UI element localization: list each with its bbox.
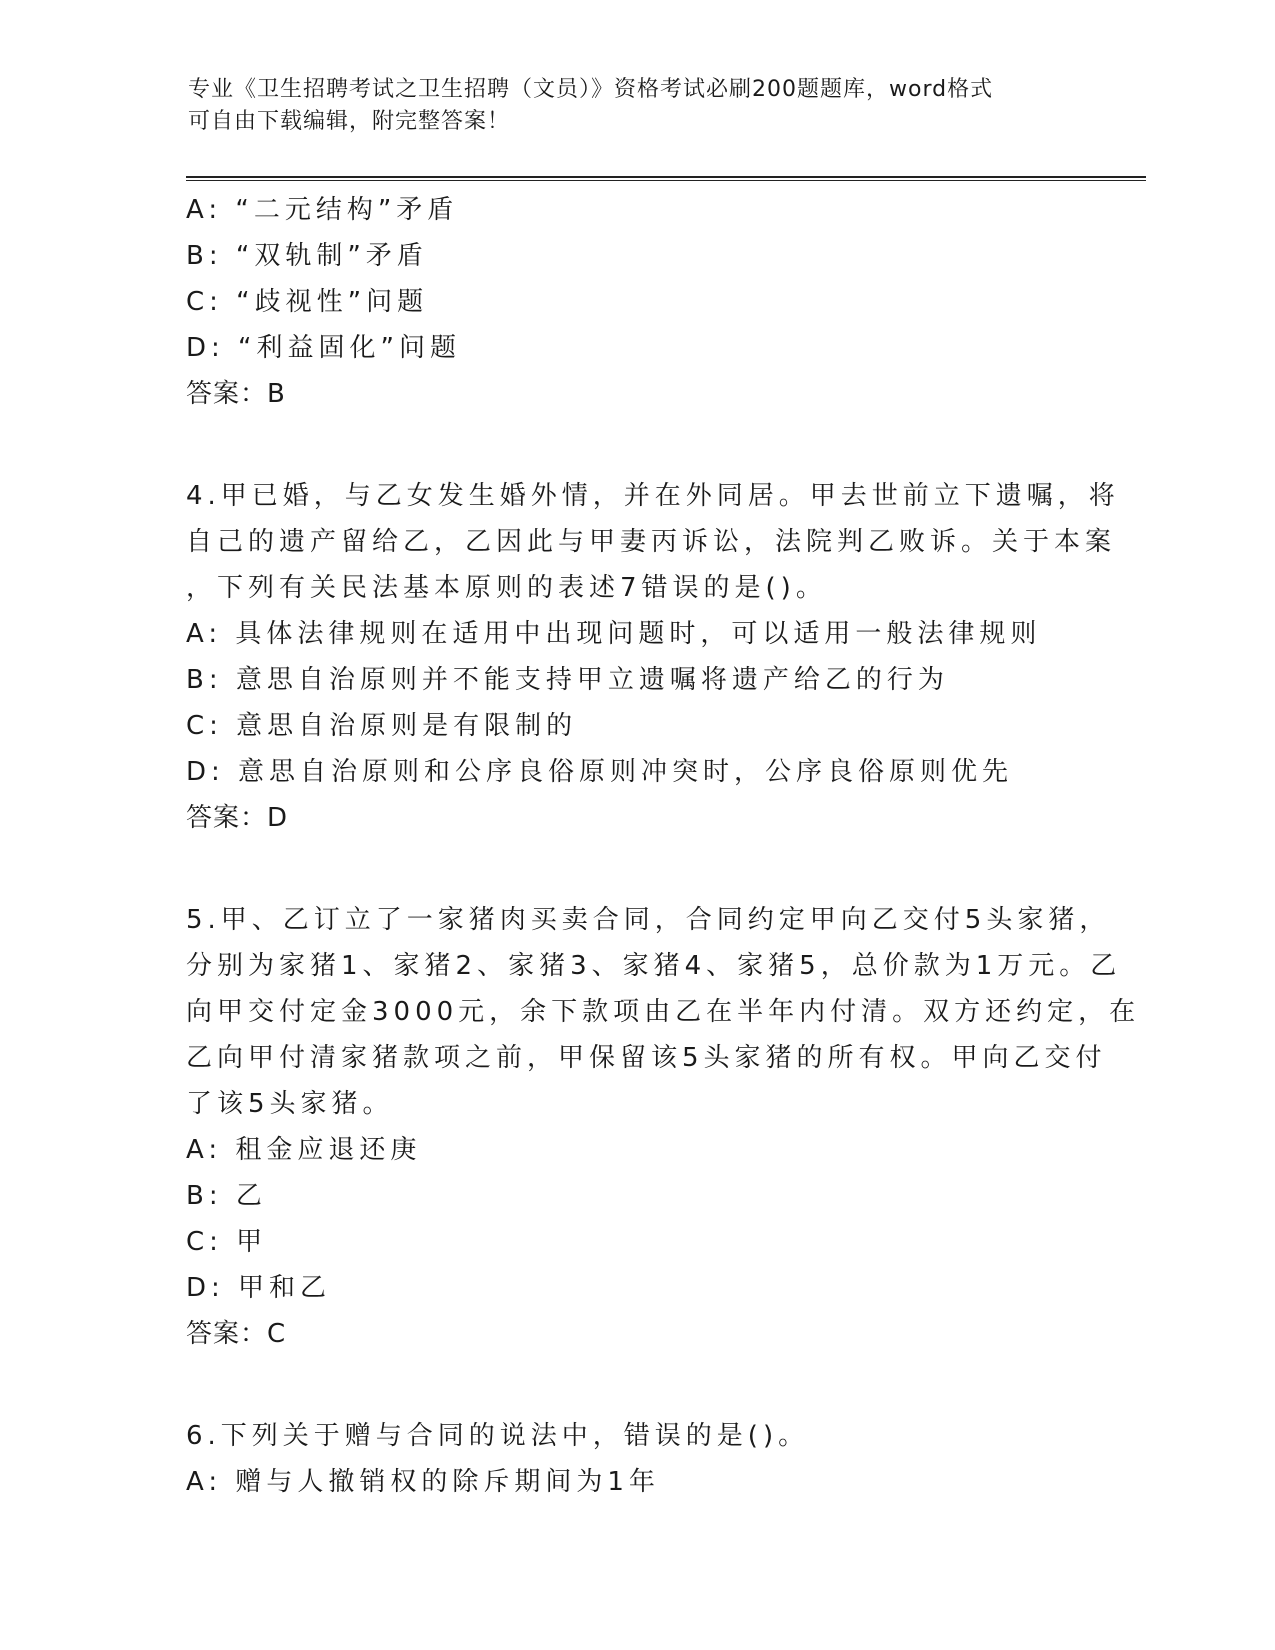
stem-line: 6.下列关于赠与合同的说法中，错误的是()。 bbox=[186, 1421, 810, 1451]
stem-line: 4.甲已婚，与乙女发生婚外情，并在外同居。甲去世前立下遗嘱，将 bbox=[186, 481, 1120, 511]
stem-line: 分别为家猪1、家猪2、家猪3、家猪4、家猪5，总价款为1万元。乙 bbox=[186, 951, 1122, 981]
answer-line: 答案：B bbox=[186, 379, 286, 409]
stem-line: ，下列有关民法基本原则的表述7错误的是()。 bbox=[186, 573, 827, 603]
option-c: C: “歧视性”问题 bbox=[186, 287, 429, 317]
option-c: C: 甲 bbox=[186, 1227, 268, 1257]
document-header bbox=[188, 74, 1068, 138]
option-b: B: “双轨制”矛盾 bbox=[186, 241, 428, 271]
stem-line: 向甲交付定金3000元，余下款项由乙在半年内付清。双方还约定，在 bbox=[186, 997, 1141, 1027]
spacer bbox=[186, 841, 1086, 897]
stem-line: 了该5头家猪。 bbox=[186, 1089, 394, 1119]
question-list bbox=[186, 187, 1141, 1505]
option-a: A: “二元结构”矛盾 bbox=[186, 195, 459, 225]
question-5 bbox=[186, 897, 1141, 1357]
spacer bbox=[186, 1357, 1086, 1413]
option-a: A: 具体法律规则在适用中出现问题时，可以适用一般法律规则 bbox=[186, 619, 1042, 649]
stem-line: 5.甲、乙订立了一家猪肉买卖合同，合同约定甲向乙交付5头家猪， bbox=[186, 905, 1111, 935]
answer-line: 答案：D bbox=[186, 803, 289, 833]
question-4 bbox=[186, 473, 1120, 841]
option-b: B: 意思自治原则并不能支持甲立遗嘱将遗产给乙的行为 bbox=[186, 665, 949, 695]
option-a: A: 租金应退还庚 bbox=[186, 1135, 422, 1165]
stem-line: 自己的遗产留给乙，乙因此与甲妻丙诉讼，法院判乙败诉。关于本案 bbox=[186, 527, 1117, 557]
option-a: A: 赠与人撤销权的除斥期间为1年 bbox=[186, 1467, 660, 1497]
header-divider bbox=[186, 176, 1146, 181]
header-title-line-1: 专业《卫生招聘考试之卫生招聘（文员）》资格考试必刷200题题库，word格式 bbox=[188, 77, 994, 102]
question-stem bbox=[186, 897, 1141, 1127]
answer-line: 答案：C bbox=[186, 1319, 287, 1349]
stem-line: 乙向甲付清家猪款项之前，甲保留该5头家猪的所有权。甲向乙交付 bbox=[186, 1043, 1107, 1073]
option-c: C: 意思自治原则是有限制的 bbox=[186, 711, 578, 741]
header-title-line-2: 可自由下载编辑，附完整答案！ bbox=[188, 109, 511, 134]
option-d: D: 意思自治原则和公序良俗原则冲突时，公序良俗原则优先 bbox=[186, 757, 1014, 787]
question-3 bbox=[186, 187, 1086, 417]
question-6 bbox=[186, 1413, 1086, 1505]
option-b: B: 乙 bbox=[186, 1181, 267, 1211]
option-d: D: 甲和乙 bbox=[186, 1273, 332, 1303]
spacer bbox=[186, 417, 1086, 473]
option-d: D: “利益固化”问题 bbox=[186, 333, 461, 363]
question-stem bbox=[186, 1413, 1086, 1459]
question-stem bbox=[186, 473, 1120, 611]
